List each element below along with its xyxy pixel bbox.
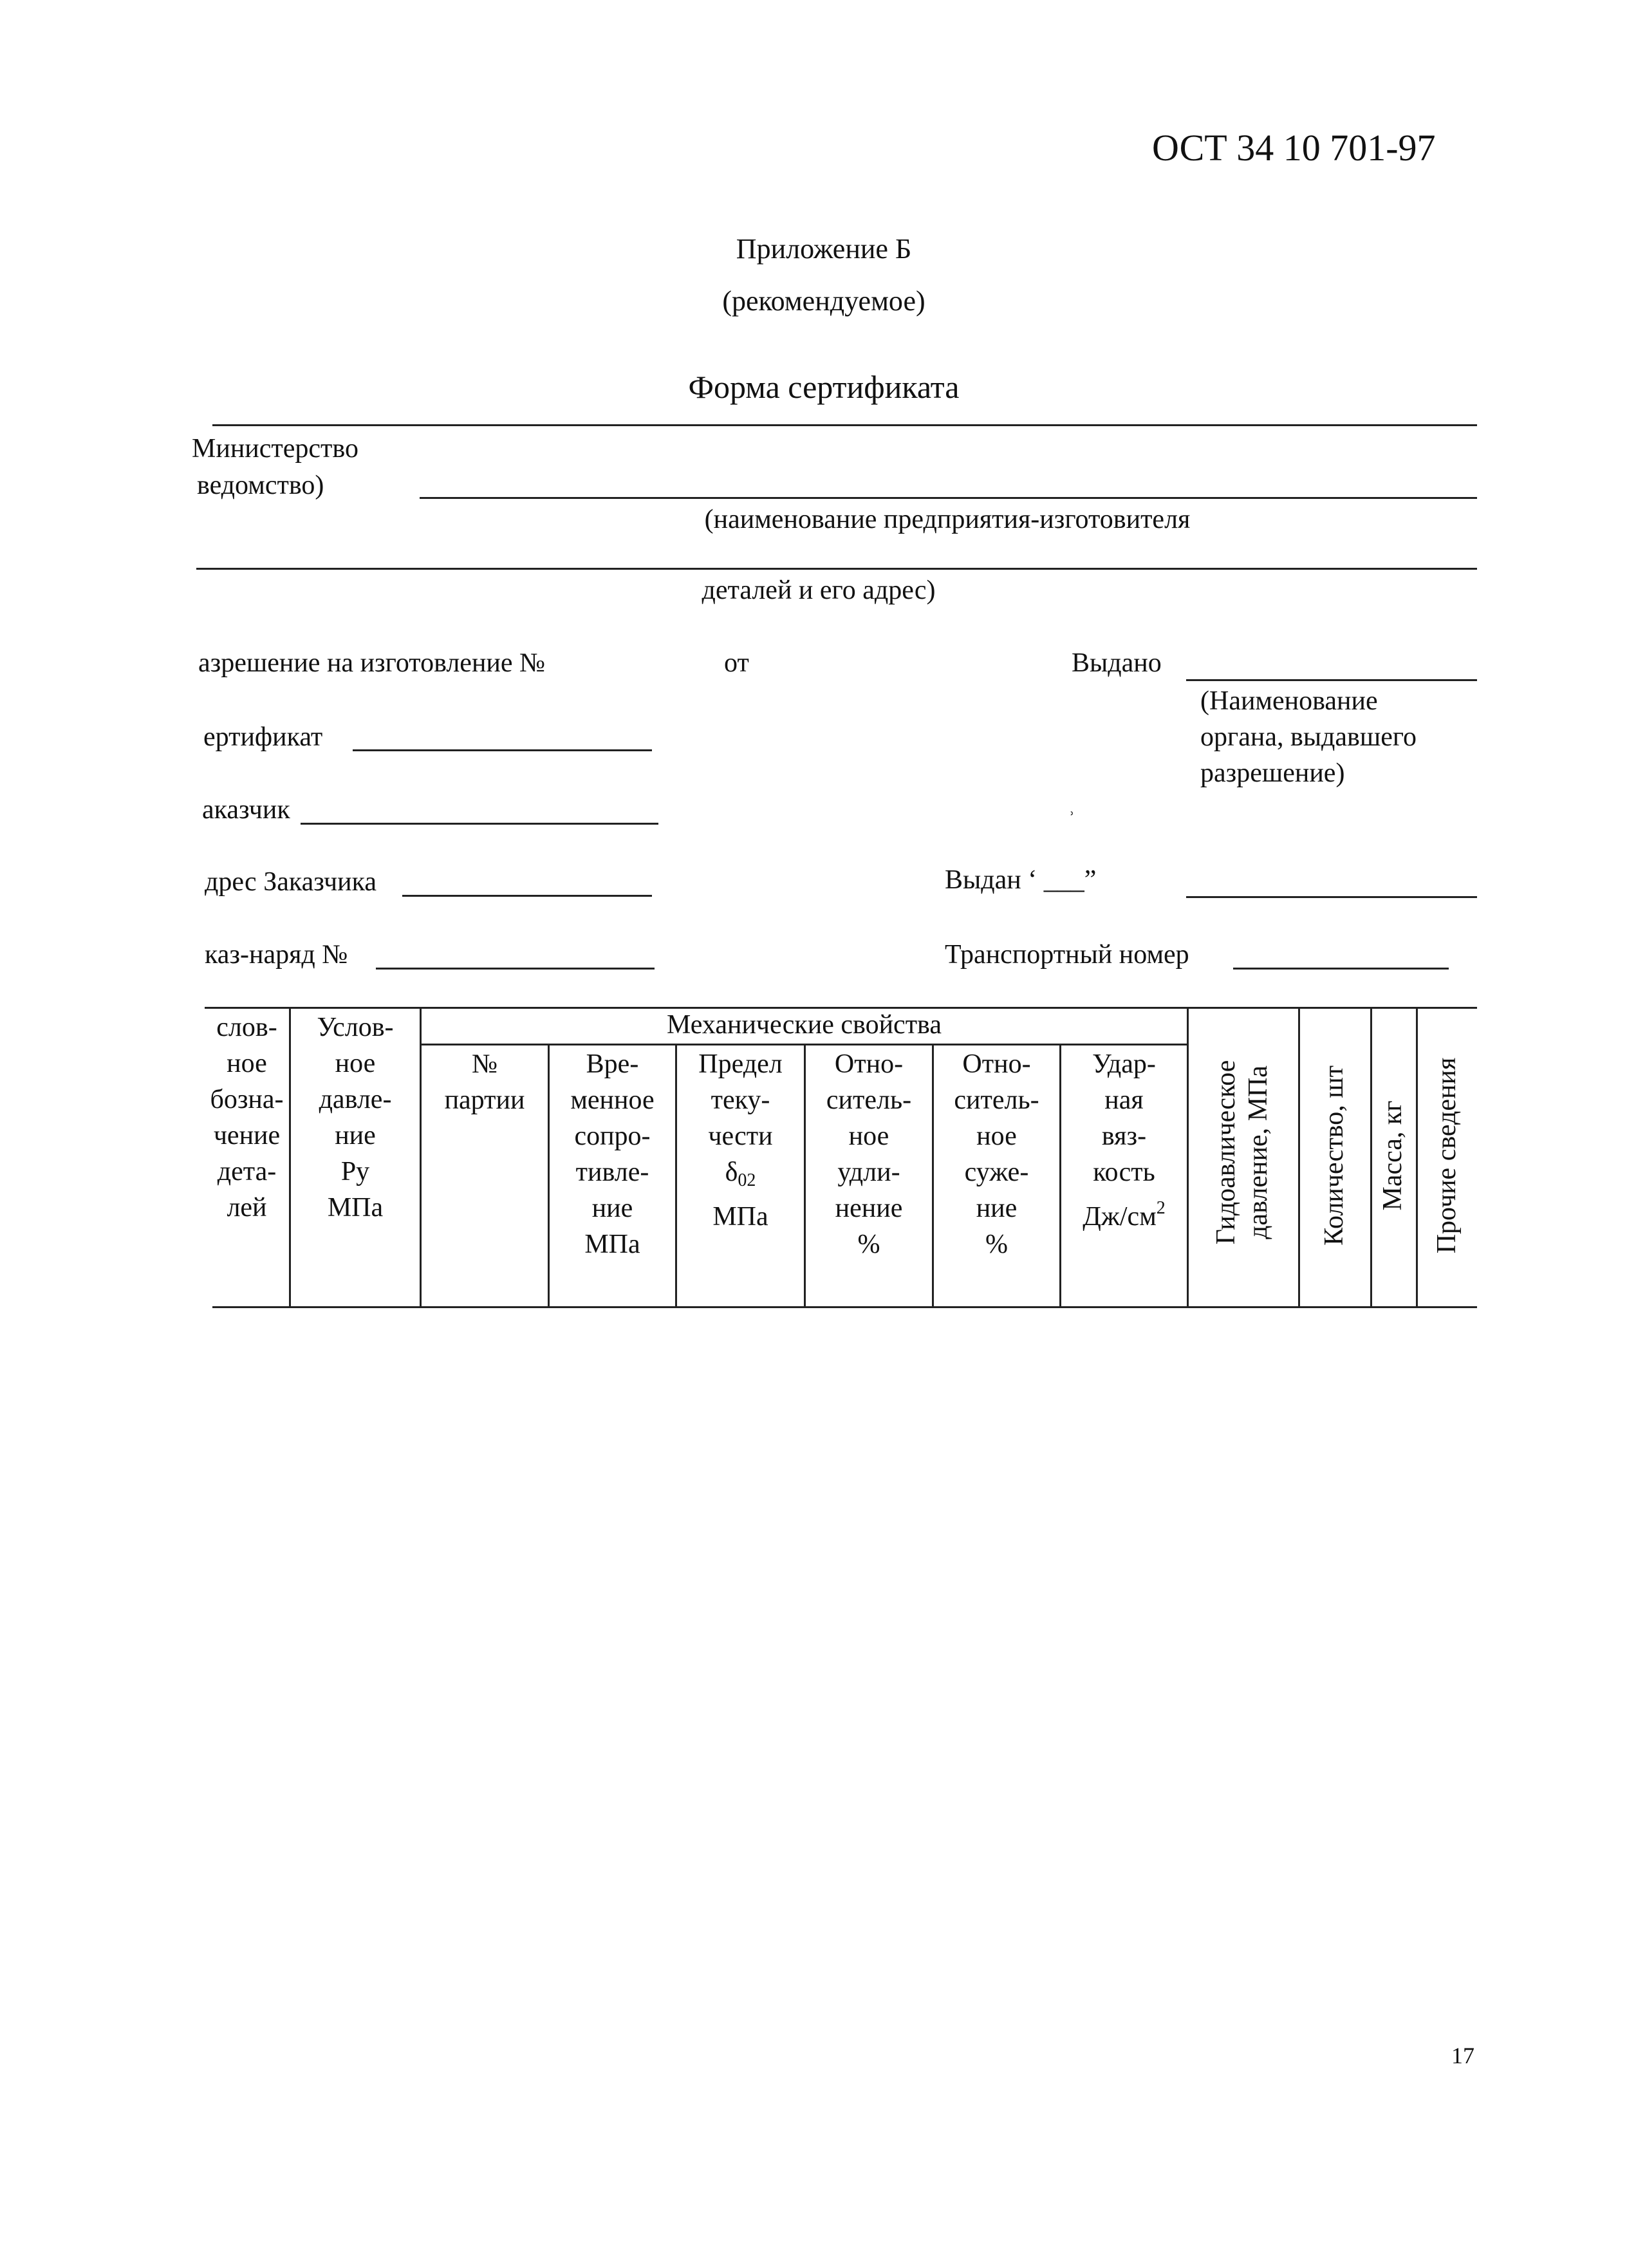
stray-mark: ˒ bbox=[1068, 798, 1075, 821]
issued-by-label: Выдано bbox=[1072, 648, 1162, 678]
certificate-label: ертификат bbox=[203, 722, 323, 752]
header-designation: слов- ное бозна- чение дета- лей bbox=[210, 1013, 284, 1223]
work-order-field[interactable] bbox=[376, 968, 655, 970]
header-yield-strength: Предел теку- чести $\delta_{02}$ МПа bbox=[698, 1049, 783, 1232]
header-quantity: Количество, шт bbox=[1319, 1065, 1349, 1246]
appendix-label: Приложение Б bbox=[736, 233, 912, 265]
top-rule bbox=[212, 424, 1477, 426]
document-number: ОСТ 34 10 701-97 bbox=[1152, 127, 1436, 169]
issuer-caption-line1: (Наименование bbox=[1200, 686, 1378, 716]
appendix-status: (рекомендуемое) bbox=[722, 285, 925, 317]
header-mechanical-properties: Механические свойства bbox=[667, 1010, 942, 1040]
mech-header-underline bbox=[420, 1044, 1187, 1045]
permit-label: азрешение на изготовление № bbox=[198, 648, 546, 678]
certificate-field[interactable] bbox=[353, 749, 652, 751]
issued-by-field[interactable] bbox=[1186, 679, 1477, 681]
col-divider bbox=[1298, 1007, 1300, 1306]
issuer-caption-line3: разрешение) bbox=[1200, 758, 1345, 788]
header-other-info: Прочие сведения bbox=[1432, 1057, 1462, 1254]
col-divider bbox=[1416, 1007, 1418, 1306]
manufacturer-name-line[interactable] bbox=[420, 497, 1477, 499]
header-nominal-pressure: Услов- ное давле- ние Ру МПа bbox=[317, 1013, 394, 1223]
manufacturer-caption-line1: (наименование предприятия-изготовителя bbox=[704, 505, 1191, 534]
transport-number-field[interactable] bbox=[1233, 968, 1449, 970]
issued-date-label: Выдан ‘ ___” bbox=[945, 865, 1097, 895]
customer-label: аказчик bbox=[202, 795, 290, 825]
table-bottom-border bbox=[212, 1306, 1477, 1308]
header-hydraulic-pressure: Гидоавлическое давление, МПа bbox=[1211, 1060, 1273, 1245]
page-number: 17 bbox=[1451, 2043, 1474, 2068]
permit-from-label: от bbox=[724, 648, 749, 678]
manufacturer-address-line[interactable] bbox=[196, 568, 1477, 570]
issued-date-field[interactable] bbox=[1186, 896, 1477, 898]
customer-address-label: дрес Заказчика bbox=[205, 867, 377, 897]
form-title: Форма сертификата bbox=[688, 369, 960, 405]
header-tensile-strength: Вре- менное сопро- тивле- ние МПа bbox=[570, 1049, 655, 1259]
manufacturer-caption-line2: деталей и его адрес) bbox=[702, 576, 936, 605]
header-impact-toughness: Удар- ная вяз- кость $Дж/см^2$ bbox=[1083, 1049, 1166, 1232]
header-relative-contraction: Отно- ситель- ное суже- ние % bbox=[954, 1049, 1039, 1259]
col-divider bbox=[1370, 1007, 1372, 1306]
header-mass: Масса, кг bbox=[1378, 1100, 1408, 1211]
ministry-label-line1: Министерство bbox=[192, 434, 358, 464]
customer-field[interactable] bbox=[301, 823, 658, 825]
customer-address-field[interactable] bbox=[402, 895, 652, 897]
issuer-caption-line2: органа, выдавшего bbox=[1200, 722, 1417, 752]
ministry-label-line2: ведомство) bbox=[197, 471, 324, 500]
work-order-label: каз-наряд № bbox=[205, 940, 348, 970]
transport-number-label: Транспортный номер bbox=[945, 940, 1189, 970]
header-relative-elongation: Отно- ситель- ное удли- нение % bbox=[826, 1049, 912, 1259]
header-batch-number: № партии bbox=[444, 1049, 525, 1115]
col-divider bbox=[1187, 1007, 1189, 1306]
